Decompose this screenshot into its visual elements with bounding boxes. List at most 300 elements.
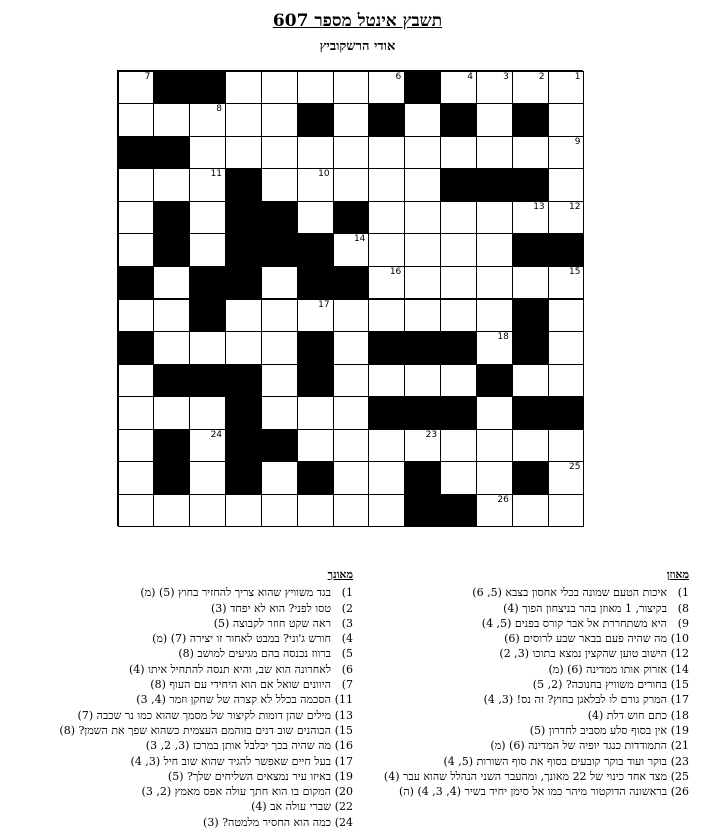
across-clue <box>349 646 689 661</box>
across-clue <box>349 631 689 646</box>
grid-cell[interactable] <box>440 71 477 105</box>
clue-text: באיזו עיר נמצאים השליחים שלך? (5) <box>167 769 331 783</box>
down-clue <box>23 662 353 677</box>
black-square <box>225 233 262 267</box>
grid-cell[interactable] <box>153 331 190 365</box>
down-clue <box>23 799 353 814</box>
clue-text: מצד אחד כינוי של 22 מאונך, ומהעבר השני הנהלל שהוא עבר (4) <box>383 769 667 783</box>
clue-number: 18 <box>497 332 509 343</box>
grid-cell[interactable] <box>189 103 226 137</box>
grid-cell[interactable] <box>368 299 405 333</box>
grid-cell[interactable] <box>476 136 513 170</box>
clue-label: 7) <box>341 678 353 692</box>
grid-cell[interactable] <box>225 494 262 528</box>
black-square <box>153 136 190 170</box>
grid-cell[interactable] <box>118 396 155 430</box>
clue-label: 4) <box>341 632 353 646</box>
black-square <box>261 429 298 463</box>
grid-cell[interactable] <box>368 461 405 495</box>
clue-number: 12 <box>569 201 581 212</box>
grid-cell[interactable] <box>512 494 549 528</box>
clue-label: 24) <box>334 815 353 829</box>
grid-cell[interactable] <box>118 429 155 463</box>
clue-label: 17) <box>334 754 353 768</box>
grid-cell[interactable] <box>333 136 370 170</box>
clue-number: 16 <box>389 266 402 277</box>
down-clue <box>23 815 353 830</box>
clue-text: בעל חיים שאפשר להגיד שהוא שוב חיל (3, 4) <box>130 754 331 768</box>
down-clues <box>23 567 353 830</box>
grid-cell[interactable] <box>297 299 334 333</box>
black-square <box>512 396 549 430</box>
grid-cell[interactable] <box>189 201 226 235</box>
clue-text: אין בסוף סלע מסביב לחדרון (5) <box>529 723 667 737</box>
black-square <box>548 396 585 430</box>
grid-cell[interactable] <box>548 266 585 300</box>
grid-cell[interactable] <box>404 299 441 333</box>
grid-cell[interactable] <box>333 331 370 365</box>
grid-cell[interactable] <box>476 461 513 495</box>
black-square <box>404 331 441 365</box>
grid-cell[interactable] <box>261 71 298 105</box>
grid-cell[interactable] <box>548 103 585 137</box>
black-square <box>440 494 477 528</box>
across-clue <box>349 738 689 753</box>
crossword-grid <box>117 70 583 526</box>
grid-cell[interactable] <box>548 364 585 398</box>
grid-cell[interactable] <box>333 461 370 495</box>
down-clue <box>23 677 353 692</box>
grid-cell[interactable] <box>225 136 262 170</box>
grid-cell[interactable] <box>225 103 262 137</box>
black-square <box>189 71 226 105</box>
clue-label: 19) <box>334 769 353 783</box>
clue-label: 19) <box>670 723 689 737</box>
grid-cell[interactable] <box>404 103 441 137</box>
black-square <box>118 331 155 365</box>
down-clue <box>23 769 353 784</box>
black-square <box>297 364 334 398</box>
clue-text: בגד משוויץ שהוא צריך להחזיר בחוץ (5) (מ) <box>140 586 331 600</box>
grid-cell[interactable] <box>368 136 405 170</box>
clue-text: הכוהנים שוב דנים בזוהמם העצמית כשהוא שפך את השמן? (8) <box>59 723 331 737</box>
grid-cell[interactable] <box>368 494 405 528</box>
grid-cell[interactable] <box>189 461 226 495</box>
clue-number: 17 <box>318 299 330 310</box>
black-square <box>261 233 298 267</box>
clue-text: כמה הוא החסיר מלמטה? (3) <box>203 815 331 829</box>
grid-cell[interactable] <box>440 201 477 235</box>
black-square <box>512 168 549 202</box>
clue-number: 8 <box>216 104 223 115</box>
grid-cell[interactable] <box>476 331 513 365</box>
clue-text: בוקר ועוד בוקר קובעים בסוף את סוף השורות (5, 4) <box>443 754 667 768</box>
grid-cell[interactable] <box>261 299 298 333</box>
black-square <box>512 103 549 137</box>
grid-cell[interactable] <box>297 71 334 105</box>
clue-label: 25) <box>670 769 689 783</box>
down-clue <box>23 708 353 723</box>
grid-cell[interactable] <box>297 494 334 528</box>
grid-cell[interactable] <box>548 494 585 528</box>
grid-cell[interactable] <box>297 136 334 170</box>
clue-text: מה שהיה בכך יבלבל אותן במרכז (3, 2, 3) <box>145 739 331 753</box>
down-heading: מאונך <box>327 568 353 581</box>
black-square <box>512 331 549 365</box>
grid-cell[interactable] <box>476 429 513 463</box>
grid-cell[interactable] <box>368 233 405 267</box>
down-clue <box>23 646 353 661</box>
grid-cell[interactable] <box>368 364 405 398</box>
clue-text: היוונים שואל אם הוא היחידי עם העוף (8) <box>150 678 331 692</box>
clue-label: 22) <box>334 800 353 814</box>
grid-cell[interactable] <box>261 168 298 202</box>
black-square <box>189 299 226 333</box>
grid-cell[interactable] <box>189 494 226 528</box>
clue-text: הישוב טוען שהקצין נמצא בתוכו (3, 2) <box>499 647 667 661</box>
clue-number: 1 <box>574 71 581 82</box>
black-square <box>118 136 155 170</box>
grid-cell[interactable] <box>404 233 441 267</box>
grid-cell[interactable] <box>368 201 405 235</box>
clue-label: 5) <box>341 647 353 661</box>
grid-cell[interactable] <box>189 168 226 202</box>
grid-cell[interactable] <box>153 266 190 300</box>
grid-cell[interactable] <box>476 233 513 267</box>
black-square <box>153 233 190 267</box>
black-square <box>189 364 226 398</box>
grid-cell[interactable] <box>297 168 334 202</box>
black-square <box>476 364 513 398</box>
down-clue <box>23 585 353 600</box>
clue-number: 9 <box>574 136 581 147</box>
down-clue <box>23 616 353 631</box>
puzzle-title: תשבץ אינטל מספר 607 <box>272 11 443 31</box>
black-square <box>512 299 549 333</box>
black-square <box>225 364 262 398</box>
black-square <box>404 396 441 430</box>
grid-cell[interactable] <box>368 168 405 202</box>
grid-cell[interactable] <box>297 429 334 463</box>
down-clue <box>23 754 353 769</box>
grid-cell[interactable] <box>189 429 226 463</box>
across-clue <box>349 708 689 723</box>
black-square <box>440 331 477 365</box>
clue-text: איכות הטעם שמונה בכלי אחסון בצבא (5, 6) <box>472 586 667 600</box>
grid-cell[interactable] <box>404 201 441 235</box>
black-square <box>118 266 155 300</box>
black-square <box>153 71 190 105</box>
grid-cell[interactable] <box>189 233 226 267</box>
grid-cell[interactable] <box>476 266 513 300</box>
grid-cell[interactable] <box>548 168 585 202</box>
grid-cell[interactable] <box>333 494 370 528</box>
grid-cell[interactable] <box>548 299 585 333</box>
black-square <box>548 233 585 267</box>
black-square <box>297 331 334 365</box>
grid-cell[interactable] <box>440 266 477 300</box>
grid-cell[interactable] <box>548 331 585 365</box>
clue-label: 8) <box>677 601 689 615</box>
grid-cell[interactable] <box>333 71 370 105</box>
grid-cell[interactable] <box>548 136 585 170</box>
grid-cell[interactable] <box>118 233 155 267</box>
grid-cell[interactable] <box>153 103 190 137</box>
grid-cell[interactable] <box>476 299 513 333</box>
grid-cell[interactable] <box>153 299 190 333</box>
grid-cell[interactable] <box>225 71 262 105</box>
grid-cell[interactable] <box>440 136 477 170</box>
grid-cell[interactable] <box>261 461 298 495</box>
black-square <box>261 201 298 235</box>
grid-cell[interactable] <box>440 299 477 333</box>
clue-text: ראה שקט חוזר לקבוצה (5) <box>213 616 331 630</box>
grid-cell[interactable] <box>153 494 190 528</box>
black-square <box>368 396 405 430</box>
grid-cell[interactable] <box>512 136 549 170</box>
clue-label: 14) <box>670 662 689 676</box>
clue-label: 18) <box>670 708 689 722</box>
across-clue <box>349 677 689 692</box>
grid-cell[interactable] <box>440 429 477 463</box>
black-square <box>404 461 441 495</box>
across-clues <box>349 567 689 799</box>
clue-label: 1) <box>677 586 689 600</box>
clue-number: 15 <box>569 266 581 277</box>
grid-cell[interactable] <box>261 331 298 365</box>
down-clue <box>23 738 353 753</box>
black-square <box>297 233 334 267</box>
grid-cell[interactable] <box>440 233 477 267</box>
clue-text: התמודדות כנגד יופיה של המדינה (6) (מ) <box>490 739 667 753</box>
black-square <box>476 168 513 202</box>
grid-cell[interactable] <box>189 136 226 170</box>
across-clue <box>349 601 689 616</box>
grid-cell[interactable] <box>261 396 298 430</box>
clue-label: 20) <box>334 785 353 799</box>
down-clue <box>23 784 353 799</box>
grid-cell[interactable] <box>476 396 513 430</box>
grid-cell[interactable] <box>548 71 585 105</box>
grid-cell[interactable] <box>404 168 441 202</box>
grid-cell[interactable] <box>118 364 155 398</box>
black-square <box>368 103 405 137</box>
clue-number: 23 <box>425 429 438 440</box>
clue-text: מילים שהן דומות לקיצור של מסמך שהוא כמו נר שכבה (7) <box>77 708 331 722</box>
clue-label: 2) <box>341 601 353 615</box>
grid-cell[interactable] <box>368 266 405 300</box>
black-square <box>440 168 477 202</box>
clue-number: 4 <box>467 71 473 82</box>
grid-cell[interactable] <box>476 494 513 528</box>
clue-text: בראשונה הדוקטור מיהר כמו אל סימן יחיד בשיר (4, 3, 4) (ה) <box>399 785 667 799</box>
clue-label: 23) <box>670 754 689 768</box>
clue-label: 12) <box>670 647 689 661</box>
clue-text: מה שהיה פעם בבאר שבע לרוסים (6) <box>504 632 667 646</box>
grid-cell[interactable] <box>512 71 549 105</box>
grid-cell[interactable] <box>153 168 190 202</box>
grid-cell[interactable] <box>368 429 405 463</box>
clue-label: 9) <box>677 616 689 630</box>
black-square <box>333 201 370 235</box>
clue-number: 26 <box>497 494 509 505</box>
clue-text: אזרוק אותו ממדינה (6) (מ) <box>548 662 667 676</box>
clue-label: 15) <box>334 723 353 737</box>
grid-cell[interactable] <box>261 266 298 300</box>
black-square <box>189 266 226 300</box>
black-square <box>297 103 334 137</box>
black-square <box>225 201 262 235</box>
clue-text: טסו לפני? הוא לא יפחד (3) <box>211 601 331 615</box>
grid-cell[interactable] <box>512 429 549 463</box>
grid-cell[interactable] <box>512 266 549 300</box>
across-clue <box>349 585 689 600</box>
across-clue <box>349 692 689 707</box>
black-square <box>440 103 477 137</box>
clue-label: 16) <box>334 739 353 753</box>
grid-cell[interactable] <box>404 364 441 398</box>
clue-number: 10 <box>318 169 330 180</box>
grid-cell[interactable] <box>404 136 441 170</box>
clue-label: 1) <box>341 586 353 600</box>
grid-cell[interactable] <box>118 494 155 528</box>
grid-cell[interactable] <box>476 201 513 235</box>
clue-text: בחורים משוויץ בחנוכה? (2, 5) <box>532 678 667 692</box>
clue-text: שברי עולה אב (4) <box>251 800 331 814</box>
grid-cell[interactable] <box>261 103 298 137</box>
grid-cell[interactable] <box>297 201 334 235</box>
clue-text: המקום בו הוא חתך עולה אפס מאמץ (2, 3) <box>141 785 331 799</box>
grid-cell[interactable] <box>333 364 370 398</box>
across-clue <box>349 754 689 769</box>
grid-cell[interactable] <box>368 71 405 105</box>
black-square <box>404 494 441 528</box>
black-square <box>225 396 262 430</box>
grid-cell[interactable] <box>118 201 155 235</box>
clue-label: 21) <box>670 739 689 753</box>
across-clue <box>349 784 689 799</box>
clue-label: 3) <box>341 616 353 630</box>
clue-number: 6 <box>395 71 402 82</box>
grid-cell[interactable] <box>261 364 298 398</box>
black-square <box>153 364 190 398</box>
grid-cell[interactable] <box>118 168 155 202</box>
clue-text: ברווז נכנסה בהם מגיעים למושב (8) <box>178 647 331 661</box>
puzzle-author: אודי הרשקוביץ <box>319 39 396 54</box>
clue-text: לאחרונה הוא שב, והיא תנסה להתחיל איתו (4) <box>129 662 331 676</box>
black-square <box>153 201 190 235</box>
clue-text: היא משתחררת אל אבר קורס בפנים (5, 4) <box>481 616 667 630</box>
clue-label: 26) <box>670 785 689 799</box>
grid-cell[interactable] <box>297 396 334 430</box>
grid-cell[interactable] <box>476 71 513 105</box>
clue-number: 25 <box>569 462 581 473</box>
grid-cell[interactable] <box>476 103 513 137</box>
black-square <box>297 461 334 495</box>
down-clue <box>23 692 353 707</box>
grid-cell[interactable] <box>512 364 549 398</box>
clue-number: 24 <box>210 429 223 440</box>
grid-cell[interactable] <box>333 299 370 333</box>
clue-label: 15) <box>670 678 689 692</box>
black-square <box>512 233 549 267</box>
across-clue <box>349 616 689 631</box>
black-square <box>153 461 190 495</box>
grid-cell[interactable] <box>118 71 155 105</box>
clue-label: 10) <box>670 632 689 646</box>
black-square <box>404 71 441 105</box>
grid-cell[interactable] <box>261 494 298 528</box>
black-square <box>225 168 262 202</box>
across-heading: מאוזן <box>666 568 689 581</box>
grid-cell[interactable] <box>440 461 477 495</box>
clue-text: כתם חוש דלת (4) <box>587 708 667 722</box>
clue-number: 2 <box>538 71 545 82</box>
grid-cell[interactable] <box>118 461 155 495</box>
grid-cell[interactable] <box>548 429 585 463</box>
across-clue <box>349 723 689 738</box>
black-square <box>153 429 190 463</box>
grid-cell[interactable] <box>118 299 155 333</box>
clue-text: הסכמה בכלל לא קצרה של שחקן וזמר (4, 3) <box>136 693 331 707</box>
black-square <box>225 461 262 495</box>
grid-cell[interactable] <box>440 364 477 398</box>
grid-cell[interactable] <box>548 201 585 235</box>
grid-cell[interactable] <box>512 201 549 235</box>
across-clue <box>349 662 689 677</box>
down-clue <box>23 601 353 616</box>
grid-cell[interactable] <box>333 396 370 430</box>
grid-cell[interactable] <box>333 103 370 137</box>
across-clue <box>349 769 689 784</box>
black-square <box>225 429 262 463</box>
down-clue <box>23 631 353 646</box>
black-square <box>368 331 405 365</box>
black-square <box>512 461 549 495</box>
grid-cell[interactable] <box>189 396 226 430</box>
grid-cell[interactable] <box>333 168 370 202</box>
down-clue <box>23 723 353 738</box>
clue-text: המרק גורם לו לבלאגן בחוץ? זה נס! (3, 4) <box>483 693 667 707</box>
grid-cell[interactable] <box>261 136 298 170</box>
clue-number: 11 <box>210 169 223 180</box>
clue-number: 13 <box>533 201 545 212</box>
clue-label: 17) <box>670 693 689 707</box>
clue-number: 14 <box>353 234 366 245</box>
grid-cell[interactable] <box>225 331 262 365</box>
clue-label: 6) <box>341 662 353 676</box>
grid-cell[interactable] <box>404 266 441 300</box>
black-square <box>440 396 477 430</box>
grid-cell[interactable] <box>189 331 226 365</box>
grid-cell[interactable] <box>153 396 190 430</box>
clue-number: 7 <box>144 71 151 82</box>
grid-cell[interactable] <box>333 233 370 267</box>
black-square <box>297 266 334 300</box>
grid-cell[interactable] <box>118 103 155 137</box>
clue-text: בקיצור, 1 מאוזן בהר בניצחון הפוך (4) <box>503 601 667 615</box>
grid-cell[interactable] <box>404 429 441 463</box>
clue-label: 13) <box>334 708 353 722</box>
grid-cell[interactable] <box>225 299 262 333</box>
grid-cell[interactable] <box>548 461 585 495</box>
clue-text: חורש ג'וני? במבט לאחור זו יצירה (7) (מ) <box>152 632 331 646</box>
clue-label: 11) <box>334 693 353 707</box>
grid-cell[interactable] <box>333 429 370 463</box>
black-square <box>225 266 262 300</box>
clue-number: 3 <box>503 71 509 82</box>
black-square <box>333 266 370 300</box>
